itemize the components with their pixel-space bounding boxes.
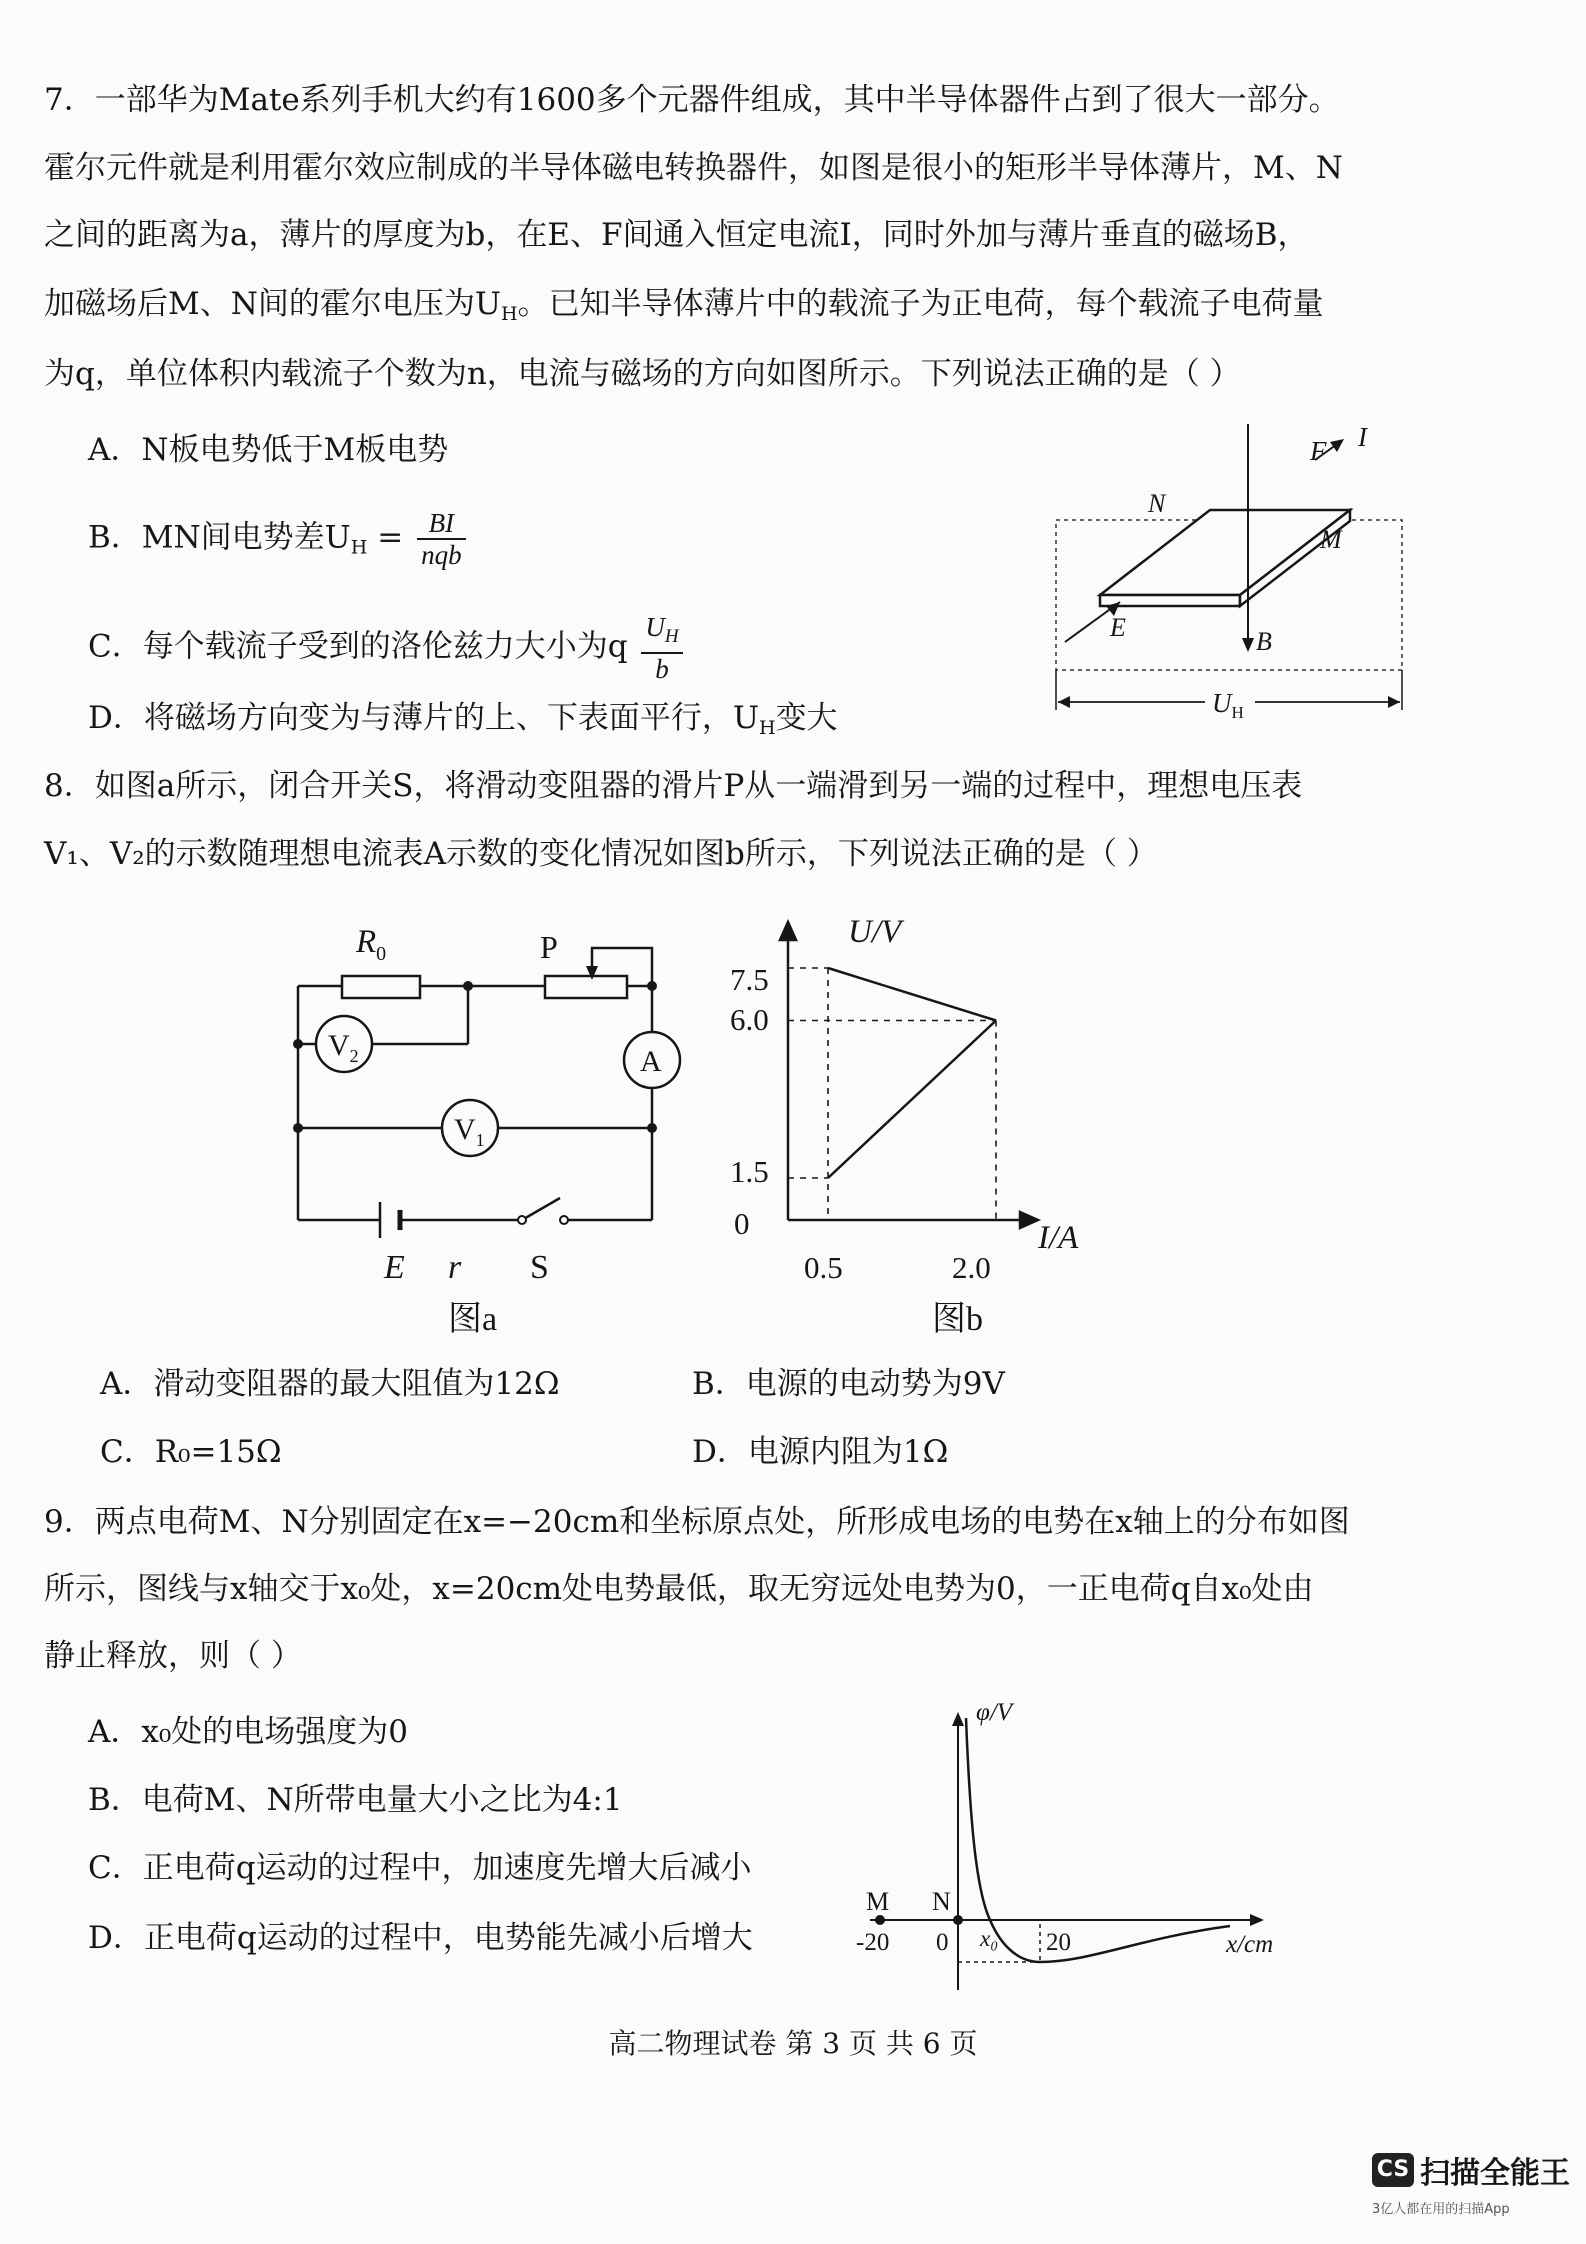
graph-xtick-05: 0.5 xyxy=(804,1250,843,1285)
label-v1-sub: 1 xyxy=(475,1130,485,1150)
q7-option-c-fraction xyxy=(641,612,682,684)
label-e: E xyxy=(384,1249,405,1286)
q9-option-c: C．正电荷q运动的过程中，加速度先增大后减小 xyxy=(88,1850,752,1886)
q7-line-4-c: 。已知半导体薄片中的载流子为正电荷，每个载流子电荷量 xyxy=(517,286,1324,322)
q7-option-c xyxy=(88,612,687,684)
label-v1-main: V xyxy=(454,1113,476,1146)
graph-x-arrow xyxy=(1020,1212,1038,1228)
caption-b: 图b xyxy=(932,1301,983,1338)
hall-label-uh-main: U xyxy=(1212,688,1232,718)
charge-n xyxy=(953,1915,963,1925)
q7-option-c-text: C．每个载流子受到的洛伦兹力大小为q xyxy=(88,628,628,665)
scanner-logo: CS xyxy=(1372,2153,1414,2187)
q8-option-b: B．电源的电动势为9V xyxy=(692,1366,1005,1402)
potential-curve xyxy=(966,1718,1230,1962)
q7-option-d-post: 变大 xyxy=(775,700,838,736)
potential-figure xyxy=(850,1700,1300,2000)
graph-xtick-20: 2.0 xyxy=(952,1250,991,1285)
label-r0-sub: 0 xyxy=(376,943,387,965)
resistor-r0 xyxy=(342,976,420,998)
switch-contact xyxy=(560,1216,568,1224)
hall-label-uh xyxy=(1212,688,1244,722)
q7-option-b xyxy=(88,508,470,570)
q7-option-c-num-u: U xyxy=(645,612,665,642)
tick-minus-20: -20 xyxy=(856,1929,890,1956)
q7-option-b-den: nqb xyxy=(421,540,462,570)
hall-label-f: F xyxy=(1310,436,1327,466)
hall-label-i: I xyxy=(1358,422,1367,452)
q7-line-4-a: 加磁场后M、N间的霍尔电压为U xyxy=(44,286,501,322)
graph-y-arrow xyxy=(780,922,796,940)
q7-line-4-sub: H xyxy=(501,303,518,325)
ui-graph-b xyxy=(720,900,1200,1340)
q7-line-3: 之间的距离为a，薄片的厚度为b，在E、F间通入恒定电流I，同时外加与薄片垂直的磁场B， xyxy=(44,217,1309,253)
scanner-brand xyxy=(1372,2148,1570,2217)
q8-option-c: C．R₀=15Ω xyxy=(100,1434,282,1470)
hall-label-uh-sub: H xyxy=(1231,703,1244,722)
q7-line-5: 为q，单位体积内载流子个数为n，电流与磁场的方向如图所示。下列说法正确的是（ ） xyxy=(44,356,1241,392)
charge-m xyxy=(875,1915,885,1925)
q8-line-1: 8．如图a所示，闭合开关S，将滑动变阻器的滑片P从一端滑到另一端的过程中，理想电压表 xyxy=(44,768,1303,804)
hall-label-n: N xyxy=(1148,489,1166,518)
hall-label-b: B xyxy=(1256,627,1272,656)
label-v2-main: V xyxy=(328,1029,350,1062)
label-v2-sub: 2 xyxy=(349,1046,359,1066)
q7-line-2: 霍尔元件就是利用霍尔效应制成的半导体磁电转换器件，如图是很小的矩形半导体薄片，M、N xyxy=(44,150,1343,186)
q7-option-c-num xyxy=(641,612,682,654)
q9-option-b: B．电荷M、N所带电量大小之比为4:1 xyxy=(88,1782,623,1818)
q7-line-1: 7．一部华为Mate系列手机大约有1600多个元器件组成，其中半导体器件占到了很大一部分。 xyxy=(44,82,1340,118)
label-r0 xyxy=(355,924,386,965)
graph-ylabel: U/V xyxy=(848,914,902,950)
label-p: P xyxy=(540,929,558,965)
hall-element-figure xyxy=(1040,410,1420,730)
q7-option-b-sub: H xyxy=(350,536,368,559)
x-unit-label: x/cm xyxy=(1226,1931,1274,1958)
q7-option-b-eq: = xyxy=(367,519,404,556)
hall-slab-top xyxy=(1100,510,1350,595)
q9-line-2: 所示，图线与x轴交于x₀处，x=20cm处电势最低，取无穷远处电势为0，一正电荷q自x₀处由 xyxy=(44,1571,1314,1607)
tick-x0: x₀ xyxy=(980,1926,999,1951)
q8-line-2: V₁、V₂的示数随理想电流表A示数的变化情况如图b所示，下列说法正确的是（ ） xyxy=(44,836,1158,872)
tick-20: 20 xyxy=(1046,1929,1071,1956)
graph-origin: 0 xyxy=(734,1206,750,1241)
label-a: A xyxy=(640,1045,662,1078)
q7-option-c-den: b xyxy=(655,654,669,684)
graph-ytick-15: 1.5 xyxy=(730,1154,769,1189)
series-line-2 xyxy=(828,1021,996,1179)
graph-ytick-60: 6.0 xyxy=(730,1002,769,1037)
hall-uh-arrowhead-right xyxy=(1388,696,1400,708)
q8-option-d: D．电源内阻为1Ω xyxy=(692,1434,949,1470)
rheostat xyxy=(545,976,627,998)
hall-slab-front xyxy=(1100,595,1240,606)
q9-line-3: 静止释放，则（ ） xyxy=(44,1638,302,1674)
phi-axis-arrow xyxy=(952,1712,964,1726)
q9-option-d: D．正电荷q运动的过程中，电势能先减小后增大 xyxy=(88,1920,753,1956)
label-s: S xyxy=(530,1249,549,1286)
q7-option-b-text: B．MN间电势差U xyxy=(88,519,351,556)
q7-option-c-num-sub: H xyxy=(664,626,679,647)
label-m: M xyxy=(866,1887,890,1916)
q7-option-d xyxy=(88,696,838,750)
hall-label-e: E xyxy=(1110,613,1126,642)
q7-line-4 xyxy=(44,282,1324,336)
phi-label: φ/V xyxy=(976,1700,1013,1726)
hall-field-arrow xyxy=(1242,638,1254,652)
label-n: N xyxy=(932,1887,951,1916)
label-r0-main: R xyxy=(356,924,377,960)
x-axis-arrow xyxy=(1250,1914,1264,1926)
circuit-figure-a xyxy=(260,900,720,1340)
scanner-tagline: 3亿人都在用的扫描App xyxy=(1372,2202,1510,2217)
q8-option-a: A．滑动变阻器的最大阻值为12Ω xyxy=(100,1366,560,1402)
hall-uh-arrowhead-left xyxy=(1058,696,1070,708)
caption-a: 图a xyxy=(448,1301,498,1338)
graph-xlabel: I/A xyxy=(1038,1220,1079,1256)
graph-ytick-75: 7.5 xyxy=(730,962,769,997)
q7-option-d-text: D．将磁场方向变为与薄片的上、下表面平行，U xyxy=(88,700,759,736)
series-line-1 xyxy=(828,968,996,1021)
q7-option-b-fraction xyxy=(417,508,466,570)
q7-option-a: A．N板电势低于M板电势 xyxy=(88,432,449,468)
hall-current-out-arrow xyxy=(1330,439,1344,452)
hall-label-m: M xyxy=(1320,525,1342,554)
q7-option-b-num: BI xyxy=(417,508,466,540)
scanner-name: 扫描全能王 xyxy=(1420,2156,1570,2191)
label-r: r xyxy=(448,1249,462,1286)
page-footer: 高二物理试卷 第 3 页 共 6 页 xyxy=(608,2027,978,2060)
q7-option-d-sub: H xyxy=(758,717,776,739)
switch-pivot xyxy=(518,1216,526,1224)
q9-line-1: 9．两点电荷M、N分别固定在x=−20cm和坐标原点处，所形成电场的电势在x轴上的分布如图 xyxy=(44,1504,1350,1540)
q9-option-a: A．x₀处的电场强度为0 xyxy=(88,1714,409,1750)
tick-zero: 0 xyxy=(936,1929,949,1956)
